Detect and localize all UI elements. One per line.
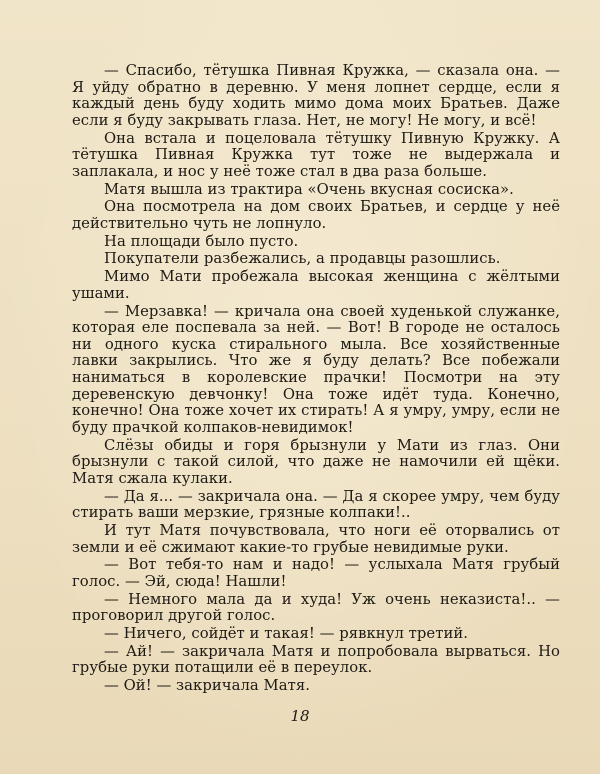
paragraph: — Да я... — закричала она. — Да я скорее умру, чем буду стирать ваши мерзкие, грязные колпаки!.. (72, 487, 560, 522)
paragraph: Покупатели разбежались, а продавцы разошлись. (104, 250, 501, 268)
paragraph: — Ай! — закричала Матя и попробовала вырваться. Но грубые руки потащили её в переулок. (72, 642, 560, 677)
paragraph: — Спасибо, тётушка Пивная Кружка, — сказала она. — Я уйду обратно в деревню. У меня лопнет сердце, если я каждый день буду ходить мимо дома моих Братьев. Даже если я буду закрывать глаза. Нет, не могу! Не могу, и всё! (72, 62, 560, 129)
page-number: 18 (290, 707, 310, 725)
paragraph: Мимо Мати пробежала высокая женщина с жёлтыми ушами. (72, 268, 560, 302)
paragraph: Она встала и поцеловала тётушку Пивную Кружку. А тётушка Пивная Кружка тут тоже не выдержала и заплакала, и нос у неё тоже стал в два раза больше. (72, 129, 560, 180)
paragraph: Матя вышла из трактира «Очень вкусная сосиска». (104, 180, 514, 198)
paragraph: Слёзы обиды и горя брызнули у Мати из глаз. Они брызнули с такой силой, что даже не намочили ей щёки. Матя сжала кулаки. (72, 436, 560, 487)
paragraph: И тут Матя почувствовала, что ноги её оторвались от земли и её сжимают какие-то грубые невидимые руки. (72, 521, 560, 556)
paragraph: На площади было пусто. (104, 232, 299, 250)
paragraph: — Вот тебя-то нам и надо! — услыхала Матя грубый голос. — Эй, сюда! Нашли! (72, 556, 560, 590)
paragraph: Она посмотрела на дом своих Братьев, и сердце у неё действительно чуть не лопнуло. (72, 198, 560, 232)
paragraph: — Ой! — закричала Матя. (104, 677, 310, 695)
paragraph: — Ничего, сойдёт и такая! — рявкнул третий. (104, 625, 469, 643)
paragraph: — Мерзавка! — кричала она своей худенькой служанке, которая еле поспевала за ней. — Вот! В городе не осталось ни одного куска стирального мыла. Все хозяйственные лавки закрылись. Что же я буду делать? Все побежали наниматься в королевские прачки! Посмотри на эту деревенскую девчонку! Она тоже идёт туда. Конечно, конечно! Она тоже хочет их стирать! А я умру, умру, если не буду прачкой колпаков-невидимок! (72, 302, 560, 436)
page-text-block (72, 63, 560, 696)
paragraph: — Немного мала да и худа! Уж очень неказиста!.. — проговорил другой голос. (72, 590, 560, 625)
